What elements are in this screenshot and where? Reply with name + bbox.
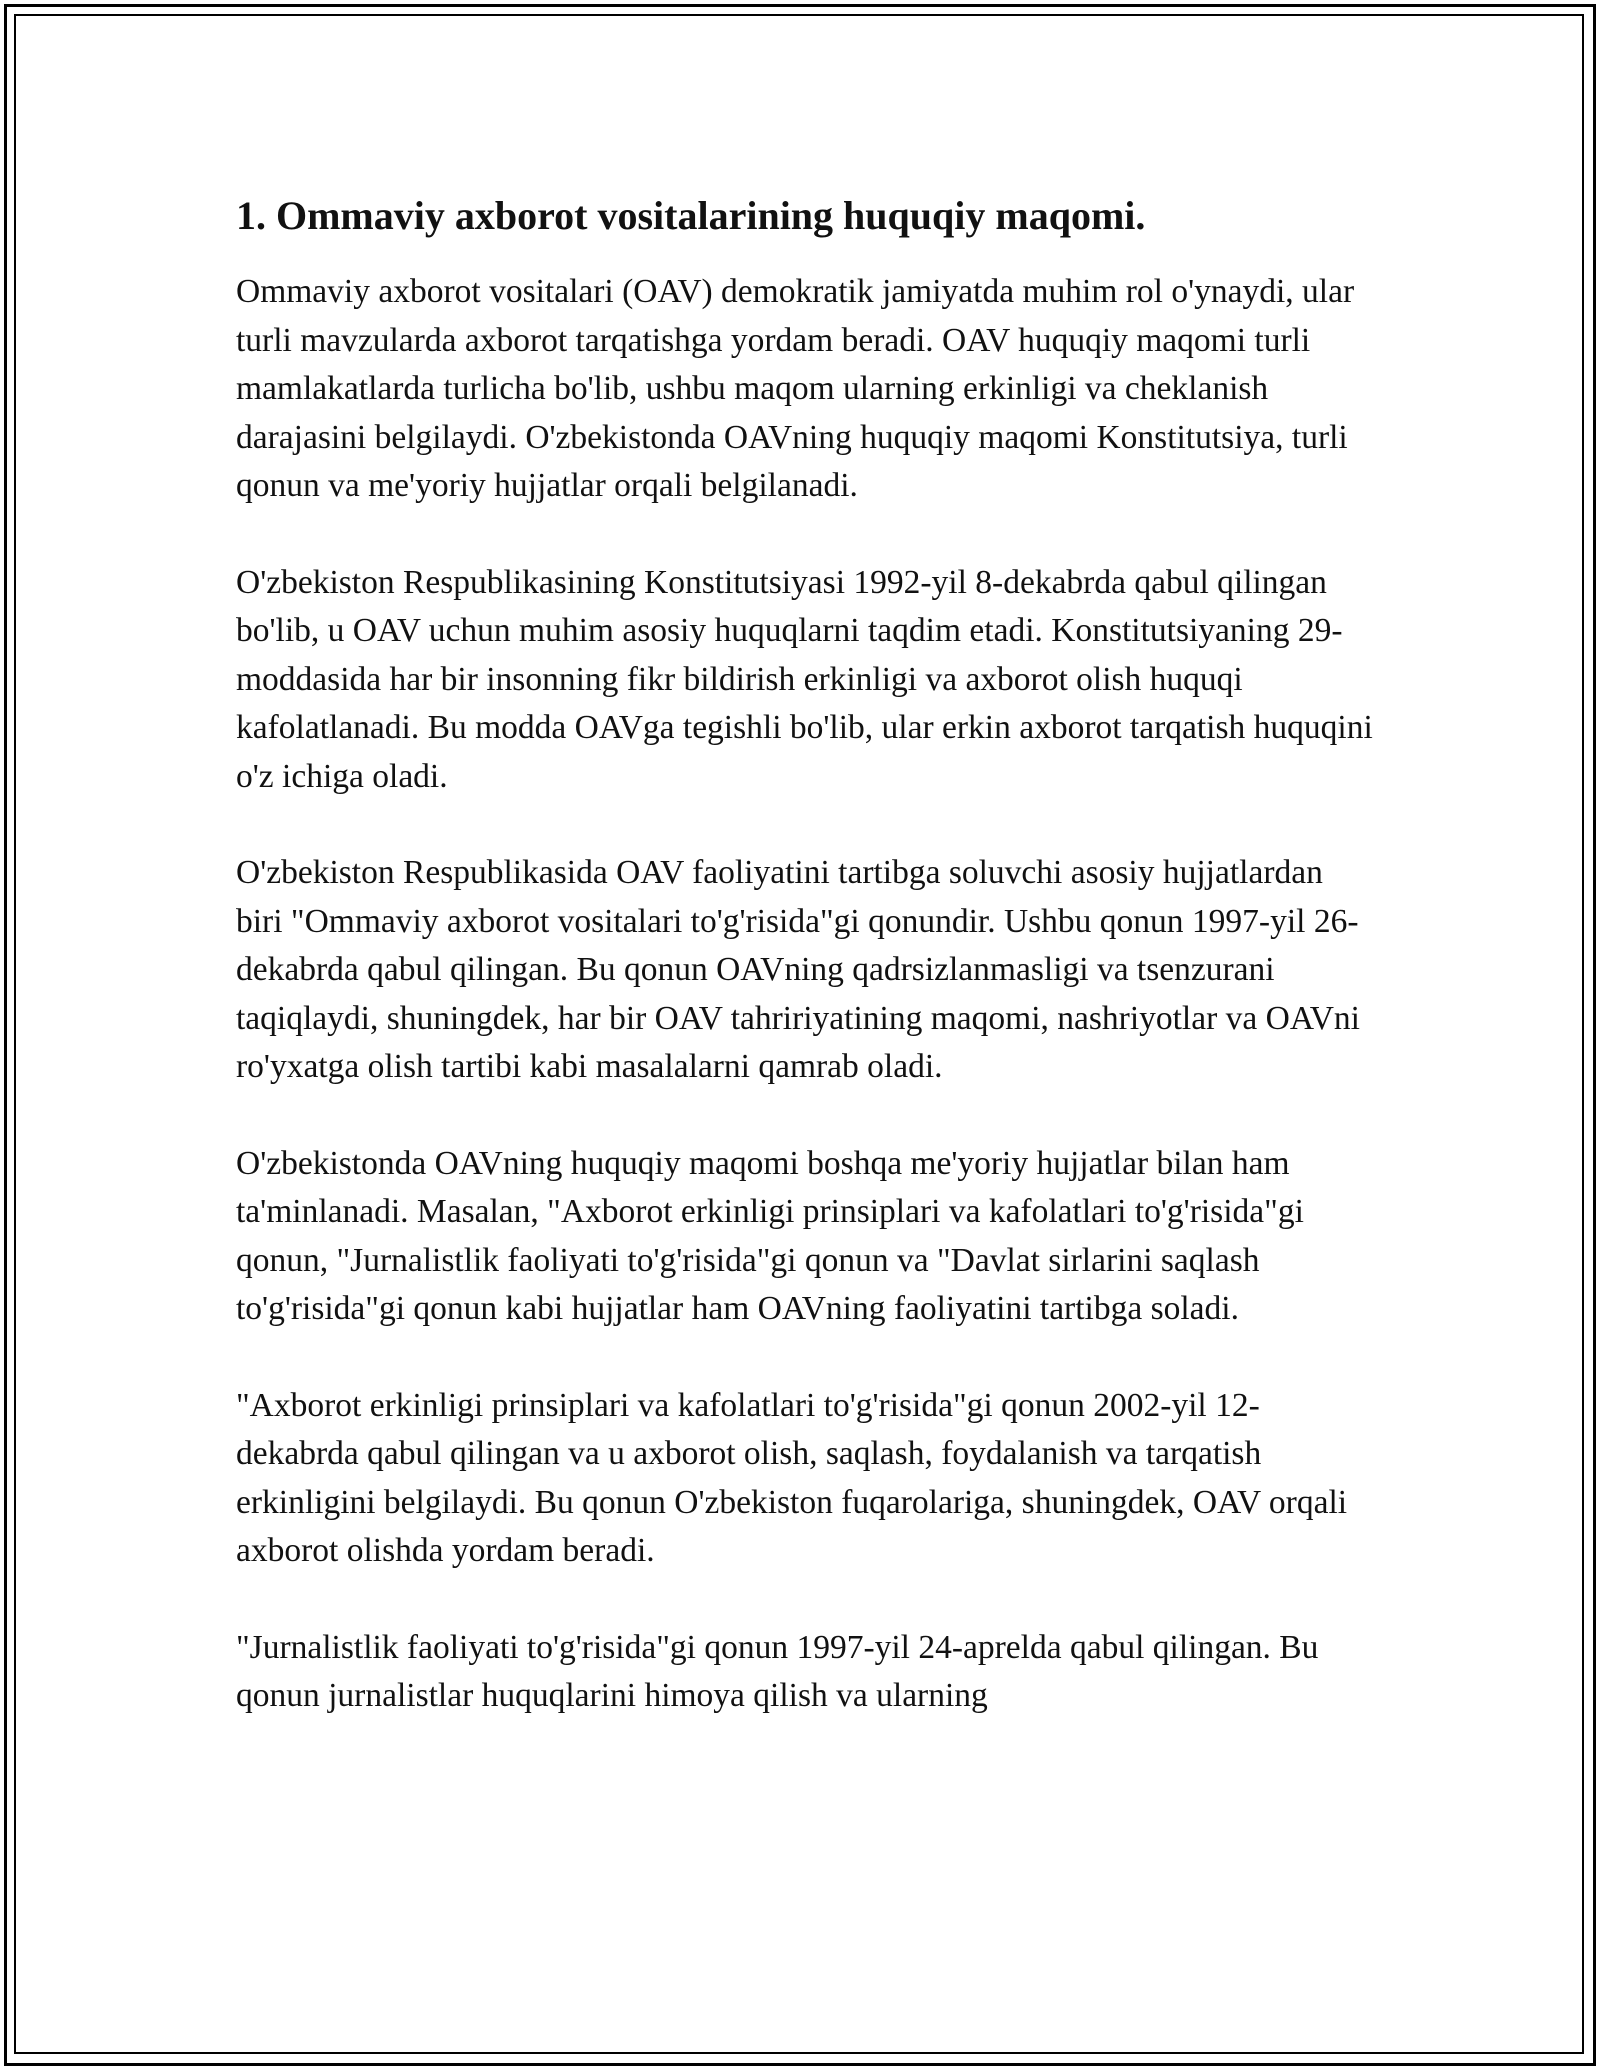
paragraph-intro: Ommaviy axborot vositalari (OAV) demokratik jamiyatda muhim rol o'ynaydi, ular turli mavzularda axborot tarqatishga yordam beradi. OAV huquqiy maqomi turli mamlakatlarda turlicha bo'lib, ushbu maqom ularning erkinligi va cheklanish darajasini belgilaydi. O'zbekistonda OAVning huquqiy maqomi Konstitutsiya, turli qonun va me'yoriy hujjatlar orqali belgilanadi. xyxy=(236,273,1355,504)
section-heading: 1. Ommaviy axborot vositalarining huquqiy maqomi. xyxy=(236,193,1146,238)
paragraph-media-law: O'zbekiston Respublikasida OAV faoliyatini tartibga soluvchi asosiy hujjatlardan biri "Ommaviy axborot vositalari to'g'risida"gi qonundir. Ushbu qonun 1997-yil 26-dekabrda qabul qilingan. Bu qonun OAVning qadrsizlanmasligi va tsenzurani taqiqlaydi, shuningdek, har bir OAV tahririyatining maqomi, nashriyotlar va OAVni ro'yxatga olish tartibi kabi masalalarni qamrab oladi. xyxy=(236,854,1360,1085)
paragraph-constitution: O'zbekiston Respublikasining Konstitutsiyasi 1992-yil 8-dekabrda qabul qilingan bo'lib, u OAV uchun muhim asosiy huquqlarni taqdim etadi. Konstitutsiyaning 29-moddasida har bir insonning fikr bildirish erkinligi va axborot olish huquqi kafolatlanadi. Bu modda OAVga tegishli bo'lib, ular erkin axborot tarqatish huquqini o'z ichiga oladi. xyxy=(236,563,1373,795)
paragraph-journalism-law: "Jurnalistlik faoliyati to'g'risida"gi qonun 1997-yil 24-aprelda qabul qilingan. Bu qonun jurnalistlar huquqlarini himoya qilish va ularning xyxy=(236,1628,1319,1714)
paragraph-other-acts: O'zbekistonda OAVning huquqiy maqomi boshqa me'yoriy hujjatlar bilan ham ta'minlanadi. Masalan, "Axborot erkinligi prinsiplari va kafolatlari to'g'risida"gi qonun, "Jurnalistlik faoliyati to'g'risida"gi qonun va "Davlat sirlarini saqlash to'g'risida"gi qonun kabi hujjatlar ham OAVning faoliyatini tartibga soladi. xyxy=(236,1144,1304,1327)
paragraph-information-freedom-law: "Axborot erkinligi prinsiplari va kafolatlari to'g'risida"gi qonun 2002-yil 12-dekabrda qabul qilingan va u axborot olish, saqlash, foydalanish va tarqatish erkinligini belgilaydi. Bu qonun O'zbekiston fuqarolariga, shuningdek, OAV orqali axborot olishda yordam beradi. xyxy=(236,1386,1348,1569)
document-body xyxy=(236,186,1376,1721)
